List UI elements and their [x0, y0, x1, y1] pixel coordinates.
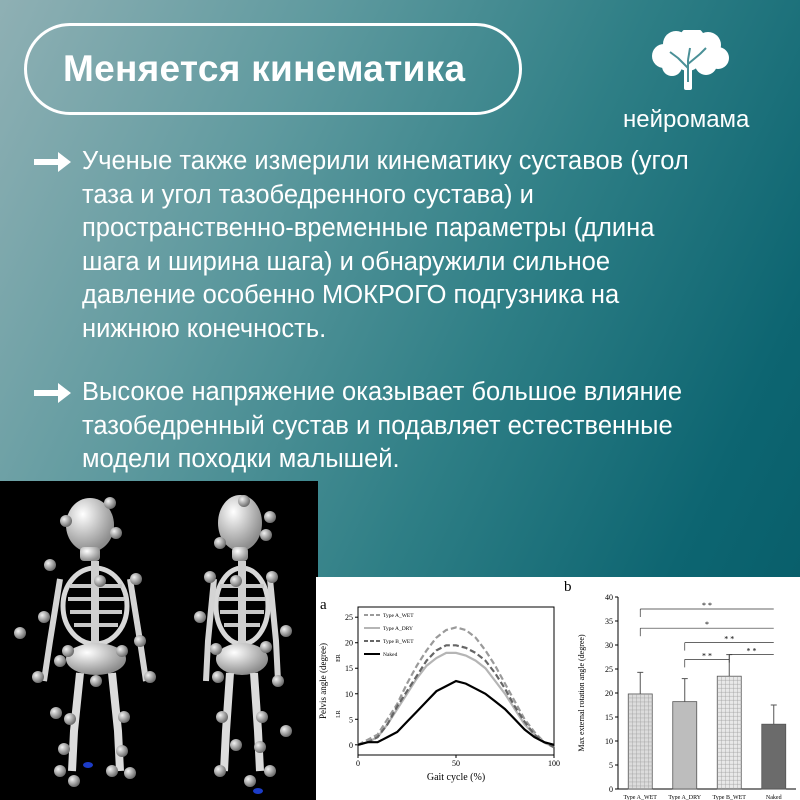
bullet-line: шага и ширина шага) и обнаружили сильное: [82, 247, 611, 276]
bullet-line: нижнюю конечность.: [82, 314, 327, 343]
y-axis-label: Pelvis angle (degree): [318, 643, 328, 719]
x-tick-label: Type A_DRY: [668, 795, 702, 800]
y-tick-label: 10: [345, 689, 353, 699]
y-tick-label: 0: [349, 740, 353, 750]
brain-tree-icon: [650, 30, 730, 92]
bullet-line: тазобедренный сустав и подавляет естественные: [82, 411, 673, 440]
bullet-item: [34, 376, 774, 477]
bullet-item: [34, 145, 774, 347]
x-tick-label: 50: [452, 759, 460, 768]
chart-panel: [316, 577, 800, 800]
significance-label: * *: [724, 634, 735, 644]
y-tick-label: 25: [605, 665, 613, 674]
legend-label: Naked: [383, 652, 398, 658]
series-line: [358, 681, 554, 745]
x-tick-label: 0: [356, 759, 360, 768]
bullet-line: модели походки малышей.: [82, 445, 400, 474]
brand-logo: [620, 30, 770, 140]
x-tick-label: Naked: [765, 795, 782, 800]
y-tick-label: 0: [609, 785, 613, 794]
arrow-right-icon: [34, 376, 82, 477]
y-tick-label: 5: [609, 761, 613, 770]
y-tick-label: 35: [605, 617, 613, 626]
title-pill: [24, 23, 522, 115]
y-tick-label: 5: [349, 715, 353, 725]
bullet-line: давление особенно МОКРОГО подгузника на: [82, 281, 620, 310]
bullet-line: таза и угол тазобедренного сустава) и: [82, 180, 534, 209]
significance-label: * *: [702, 651, 712, 661]
legend-label: Type B_WET: [383, 639, 414, 645]
bar: [762, 724, 786, 789]
skeleton-image: [0, 481, 318, 800]
bullet-line: Высокое напряжение оказывает большое влияние: [82, 378, 683, 406]
significance-label: * *: [746, 646, 757, 656]
bullet-text: [82, 145, 689, 347]
y-tick-label: 25: [345, 613, 353, 623]
y-axis-note: ER: [336, 654, 342, 662]
significance-label: *: [705, 620, 709, 630]
x-tick-label: Type B_WET: [712, 795, 746, 800]
legend-label: Type A_DRY: [383, 626, 414, 632]
panel-a-label: a: [320, 597, 327, 613]
charts-svg: [316, 577, 800, 800]
panel-b-label: b: [564, 579, 572, 595]
arrow-right-icon: [34, 145, 82, 347]
legend-label: Type A_WET: [383, 613, 414, 619]
series-line: [358, 645, 554, 747]
y-tick-label: 15: [605, 713, 613, 722]
y-axis-label: Max external rotation angle (degree): [577, 634, 586, 752]
series-line: [358, 653, 554, 747]
y-axis-note: I.R: [336, 710, 342, 718]
skeleton-figure: [44, 498, 146, 771]
skeleton-markers-icon: [0, 481, 318, 800]
y-tick-label: 20: [605, 689, 613, 698]
y-tick-label: 40: [605, 593, 613, 602]
y-tick-label: 30: [605, 641, 613, 650]
bullet-text: [82, 376, 682, 477]
bar: [673, 702, 697, 789]
x-tick-label: 100: [548, 759, 560, 768]
x-axis-label: Gait cycle (%): [426, 772, 486, 783]
y-tick-label: 10: [605, 737, 613, 746]
y-tick-label: 20: [345, 638, 353, 648]
page-title: Меняется кинематика: [63, 48, 466, 89]
bullet-line: пространственно-временные параметры (длина: [82, 214, 655, 243]
bullet-line: Ученые также измерили кинематику суставов (угол: [82, 147, 689, 175]
brand-name: нейромама: [623, 106, 750, 133]
x-tick-label: Type A_WET: [623, 795, 657, 800]
y-tick-label: 15: [345, 664, 353, 674]
significance-label: * *: [702, 601, 712, 610]
